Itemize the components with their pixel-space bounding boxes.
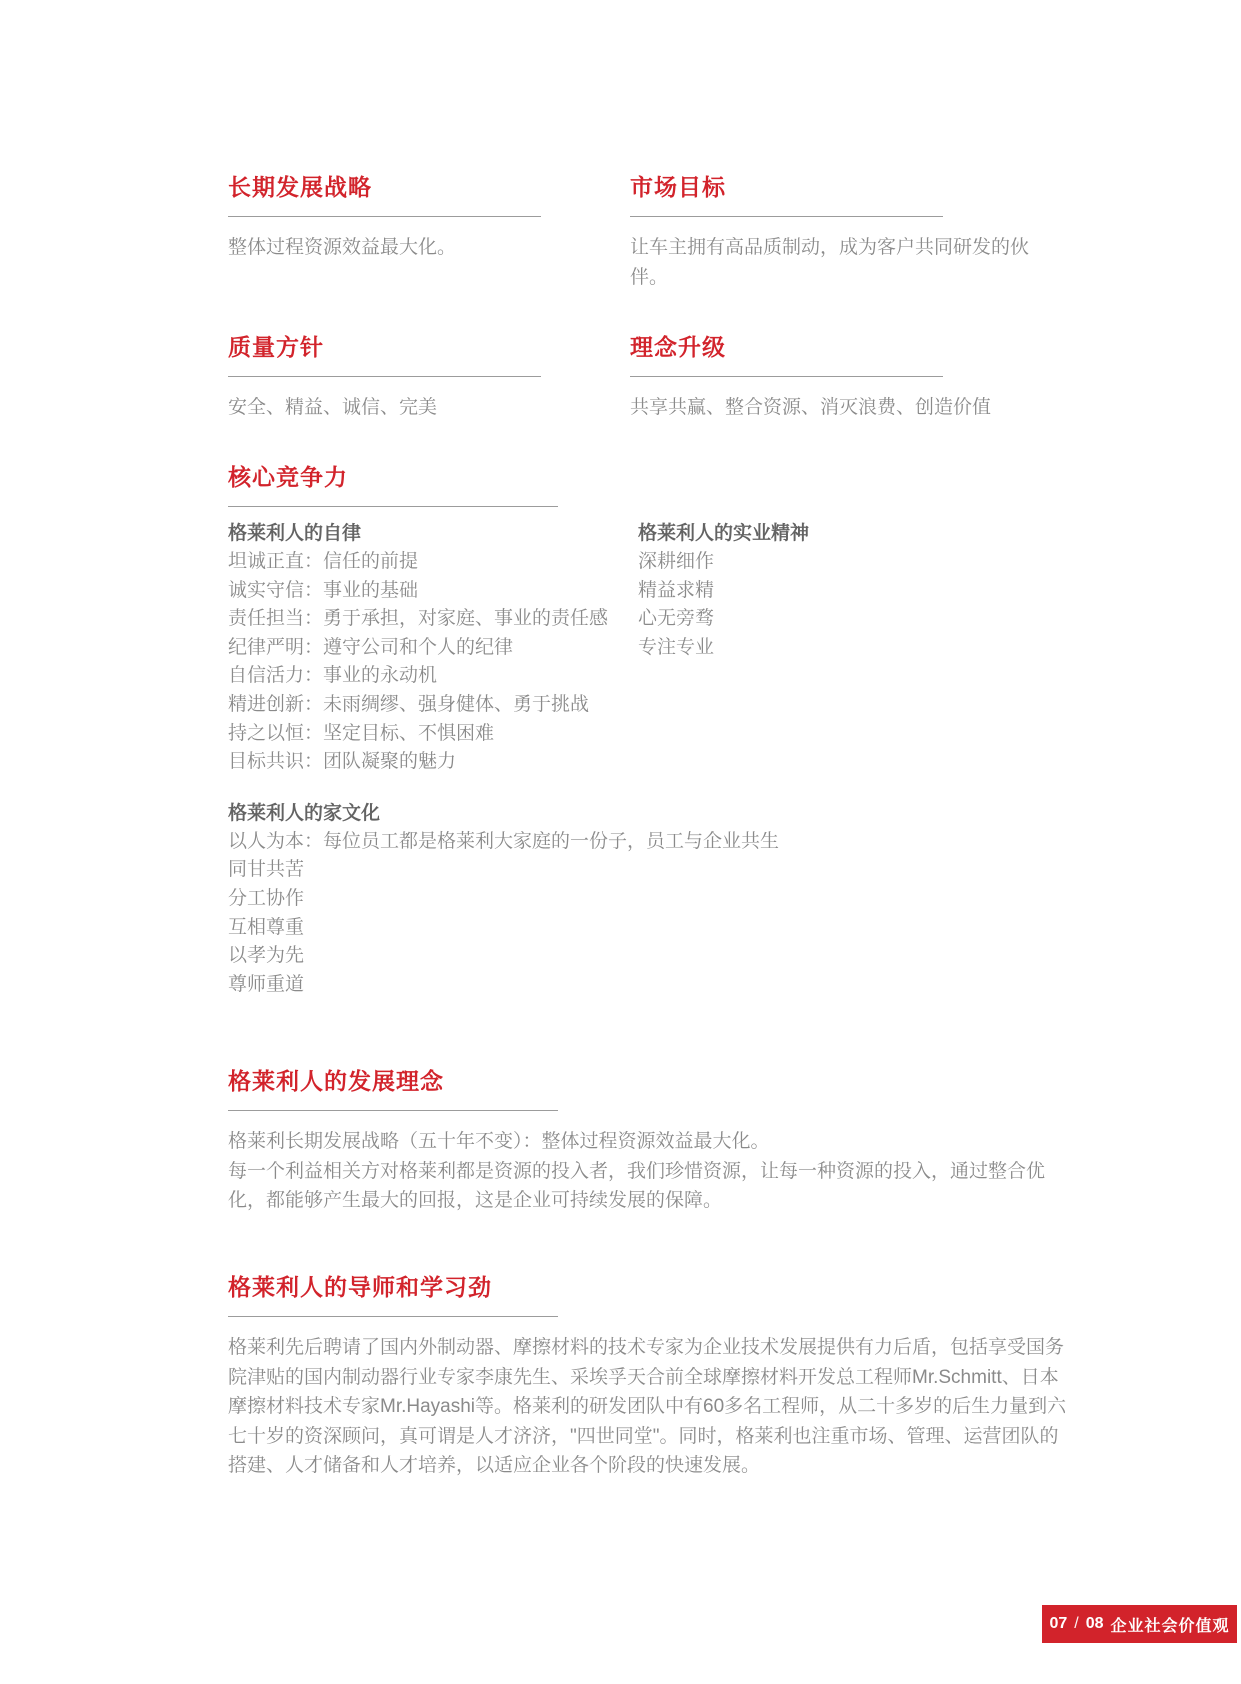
paragraph-line: 格莱利长期发展战略（五十年不变）：整体过程资源效益最大化。: [228, 1131, 770, 1152]
list-item: 目标共识：团队凝聚的魅力: [228, 751, 457, 773]
list-item: 诚实守信：事业的基础: [228, 579, 419, 601]
list-item: 以人为本：每位员工都是格莱利大家庭的一份子，员工与企业共生: [228, 830, 780, 852]
heading-underline: [228, 216, 541, 217]
list-item: 纪律严明：遵守公司和个人的纪律: [228, 636, 514, 658]
section-title: 理念升级: [630, 334, 726, 360]
family-culture-list: [228, 828, 1068, 1000]
section-title: 核心竞争力: [228, 464, 348, 490]
list-item: 自信活力：事业的永动机: [228, 665, 438, 687]
list-item: 专注专业: [638, 636, 715, 658]
page-number: 07: [1049, 1615, 1068, 1632]
list-item: 精进创新：未雨绸缪、强身健体、勇于挑战: [228, 693, 590, 715]
section-long-term-strategy: [228, 172, 588, 263]
list-item: 坦诚正直：信任的前提: [228, 551, 419, 572]
section-concept-upgrade: [630, 332, 1060, 423]
list-item: 持之以恒：坚定目标、不惧困难: [228, 722, 495, 744]
section-title: 格莱利人的发展理念: [228, 1068, 444, 1094]
section-body: 整体过程资源效益最大化。: [228, 237, 457, 258]
section-paragraph: 格莱利先后聘请了国内外制动器、摩擦材料的技术专家为企业技术发展提供有力后盾，包括享受国务院津贴的国内制动器行业专家李康先生、采埃孚天合前全球摩擦材料开发总工程师Mr.Schmitt、日本摩擦材料技术专家Mr.Hayashi等。格莱利的研发团队中有60多名工程师，从二十多岁的后生力量到六七十岁的资深顾问，真可谓是人才济济，"四世同堂"。同时，格莱利也注重市场、管理、运营团队的搭建、人才储备和人才培养，以适应企业各个阶段的快速发展。: [228, 1337, 1067, 1476]
list-item: 同甘共苦: [228, 859, 305, 881]
paragraph-line: 每一个利益相关方对格莱利都是资源的投入者，我们珍惜资源，让每一种资源的投入，通过整合优化，都能够产生最大的回报，这是企业可持续发展的保障。: [228, 1160, 1046, 1211]
heading-underline: [228, 376, 541, 377]
core-columns: [228, 519, 1068, 777]
section-title: 质量方针: [228, 334, 324, 360]
heading-underline: [630, 376, 943, 377]
list-item: 责任担当：勇于承担，对家庭、事业的责任感: [228, 608, 609, 630]
list-item: 心无旁骛: [638, 608, 715, 630]
section-market-goal: [630, 172, 1060, 293]
section-core-competitiveness: [228, 462, 1068, 999]
section-title: 长期发展战略: [228, 174, 372, 200]
family-culture-block: [228, 799, 1068, 1000]
industrial-spirit-block: [638, 519, 809, 777]
section-development-philosophy: [228, 1066, 1068, 1216]
heading-underline: [228, 1316, 558, 1317]
subheading: 格莱利人的自律: [228, 523, 362, 544]
industrial-spirit-list: [638, 548, 809, 662]
section-title: 格莱利人的导师和学习劲: [228, 1274, 492, 1300]
footer-label: 企业社会价值观: [1110, 1617, 1230, 1635]
list-item: 深耕细作: [638, 551, 715, 572]
subheading: 格莱利人的家文化: [228, 802, 381, 824]
section-quality-policy: [228, 332, 588, 423]
section-body: 安全、精益、诚信、完美: [228, 397, 438, 418]
subheading: 格莱利人的实业精神: [638, 523, 810, 544]
list-item: 互相尊重: [228, 916, 305, 938]
section-body: 共享共赢、整合资源、消灭浪费、创造价值: [630, 397, 992, 418]
section-paragraph: [228, 1127, 1068, 1216]
list-item: 精益求精: [638, 579, 715, 601]
heading-underline: [228, 1110, 558, 1111]
list-item: 尊师重道: [228, 973, 305, 995]
list-item: 分工协作: [228, 887, 305, 909]
self-discipline-block: [228, 519, 638, 777]
page-total: 08: [1085, 1615, 1104, 1632]
page-number-badge: [1042, 1605, 1237, 1643]
section-title: 市场目标: [630, 174, 726, 200]
section-mentors: [228, 1272, 1068, 1481]
section-body: 让车主拥有高品质制动，成为客户共同研发的伙伴。: [630, 237, 1030, 288]
page-separator: /: [1074, 1615, 1079, 1632]
heading-underline: [228, 506, 558, 507]
list-item: 以孝为先: [228, 945, 305, 967]
heading-underline: [630, 216, 943, 217]
self-discipline-list: [228, 548, 638, 777]
